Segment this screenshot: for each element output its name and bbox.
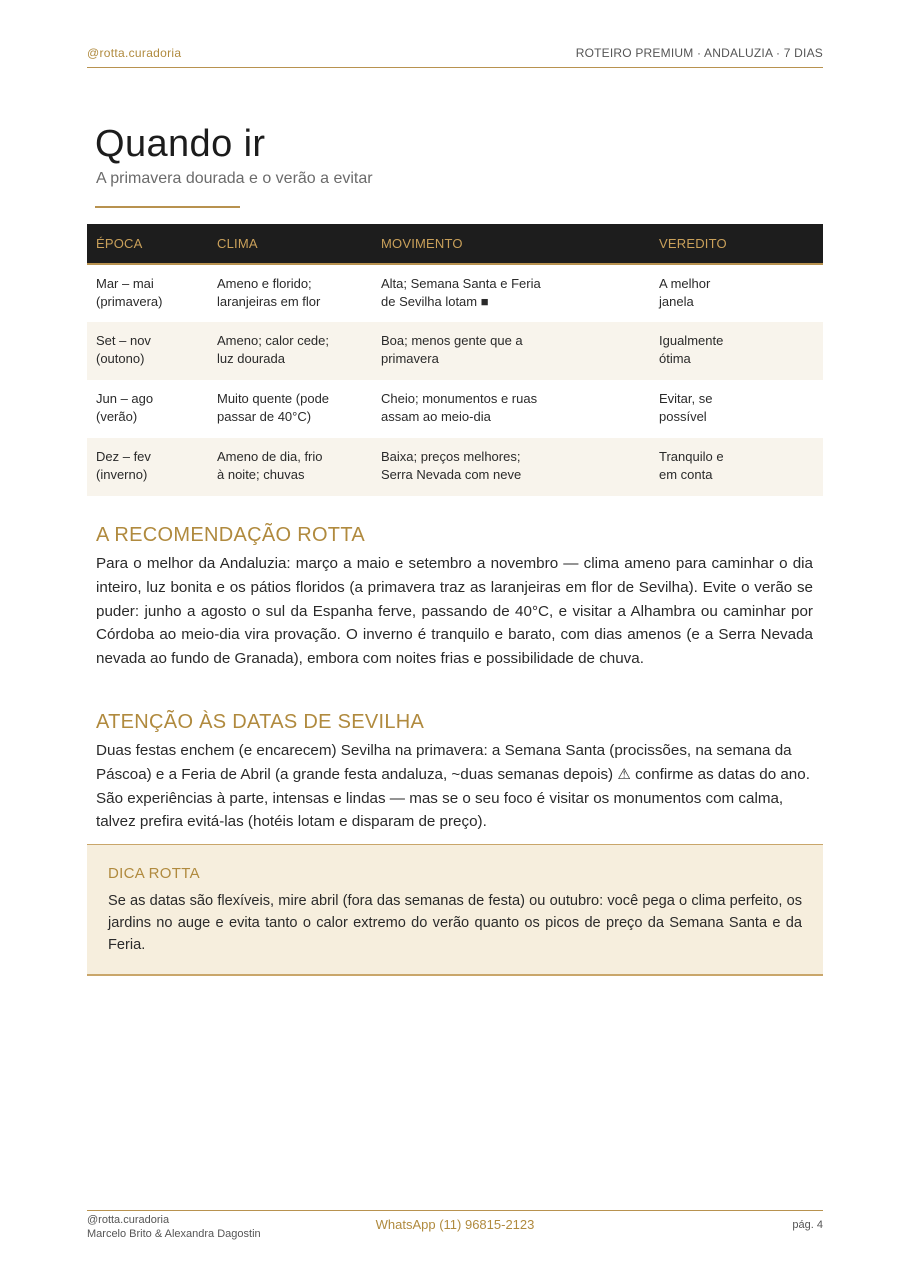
cell-line: Igualmente <box>659 333 724 348</box>
cell-epoca <box>87 438 208 496</box>
attention-text: Duas festas enchem (e encarecem) Sevilha na primavera: a Semana Santa (procissões, na semana da Páscoa) e a Feria de Abril (a grande festa andaluza, ~duas semanas depois) ⚠ confirme as datas do ano. São experiências à parte, intensas e lindas — mas se o seu foco é visitar os monumentos com calma, talvez prefira evitá-las (hotéis lotam e disparam de preço). <box>96 742 810 831</box>
attention-heading: ATENÇÃO ÀS DATAS DE SEVILHA <box>96 711 425 733</box>
cell-line: (outono) <box>96 351 145 366</box>
cell-line: Muito quente (pode <box>217 391 330 406</box>
cell-line: ótima <box>659 351 691 366</box>
table-row <box>87 322 823 380</box>
cell-line: primavera <box>381 351 439 366</box>
title-divider <box>95 206 240 208</box>
cell-line: assam ao meio-dia <box>381 409 491 424</box>
cell-epoca <box>87 380 208 438</box>
cell-line: Alta; Semana Santa e Feria <box>381 276 541 291</box>
tip-box <box>87 844 823 976</box>
cell-line: Evitar, se <box>659 391 713 406</box>
table-header <box>87 224 823 264</box>
cell-line: de Sevilha lotam ■ <box>381 294 489 309</box>
page-header <box>87 44 823 68</box>
header-document-label: ROTEIRO PREMIUM · ANDALUZIA · 7 DIAS <box>575 46 823 60</box>
cell-veredito <box>650 438 823 496</box>
table-row <box>87 380 823 438</box>
cell-veredito <box>650 264 823 322</box>
cell-clima <box>208 322 372 380</box>
tip-text: Se as datas são flexíveis, mire abril (fora das semanas de festa) ou outubro: você pega o clima perfeito, os jardins no auge e evita tanto o calor extremo do verão quanto os picos de preço da Semana Santa e da Feria. <box>108 893 802 953</box>
column-header-movimento: MOVIMENTO <box>372 224 650 264</box>
cell-clima <box>208 264 372 322</box>
table-row <box>87 264 823 322</box>
cell-clima <box>208 380 372 438</box>
column-header-veredito: VEREDITO <box>650 224 823 264</box>
cell-line: (verão) <box>96 409 138 424</box>
cell-line: Serra Nevada com neve <box>381 467 522 482</box>
footer-authors: Marcelo Brito & Alexandra Dagostin <box>87 1228 261 1240</box>
cell-line: (inverno) <box>96 467 148 482</box>
header-brand: @rotta.curadoria <box>87 46 182 60</box>
cell-line: passar de 40°C) <box>217 409 312 424</box>
cell-movimento <box>372 264 650 322</box>
cell-line: Mar – mai <box>96 276 154 291</box>
cell-line: Set – nov <box>96 333 151 348</box>
page-number: pág. 4 <box>792 1219 823 1231</box>
page-footer <box>87 1210 823 1250</box>
cell-movimento <box>372 438 650 496</box>
cell-line: A melhor <box>659 276 711 291</box>
recommendation-heading: A RECOMENDAÇÃO ROTTA <box>96 524 365 546</box>
cell-line: janela <box>659 294 694 309</box>
table-row <box>87 438 823 496</box>
footer-whatsapp-contact: WhatsApp (11) 96815-2123 <box>375 1217 535 1232</box>
cell-line: Dez – fev <box>96 449 151 464</box>
cell-line: Ameno e florido; <box>217 276 312 291</box>
cell-movimento <box>372 380 650 438</box>
tip-title: DICA ROTTA <box>108 865 200 882</box>
cell-movimento <box>372 322 650 380</box>
recommendation-text: Para o melhor da Andaluzia: março a maio e setembro a novembro — clima ameno para caminhar o dia inteiro, luz bonita e os pátios floridos (a primavera traz as laranjeiras em flor de Sevilha). Evite o verão se puder: junho a agosto o sul da Espanha ferve, passando de 40°C, e visitar a Alhambra ou caminhar por Córdoba ao meio-dia vira provação. O inverno é tranquilo e barato, com dias amenos (e a Serra Nevada nevada ao fundo de Granada), embora com noites frias e possibilidade de chuva. <box>96 555 813 668</box>
cell-line: luz dourada <box>217 351 285 366</box>
cell-clima <box>208 438 372 496</box>
column-header-epoca: ÉPOCA <box>87 224 208 264</box>
cell-veredito <box>650 322 823 380</box>
cell-line: (primavera) <box>96 294 163 309</box>
cell-line: Ameno de dia, frio <box>217 449 323 464</box>
column-header-clima: CLIMA <box>208 224 372 264</box>
cell-line: em conta <box>659 467 713 482</box>
cell-epoca <box>87 322 208 380</box>
cell-epoca <box>87 264 208 322</box>
cell-line: Boa; menos gente que a <box>381 333 523 348</box>
cell-line: Cheio; monumentos e ruas <box>381 391 538 406</box>
footer-brand: @rotta.curadoria <box>87 1214 170 1226</box>
season-table <box>87 224 823 496</box>
table-header-row <box>87 224 823 264</box>
cell-line: Ameno; calor cede; <box>217 333 330 348</box>
cell-line: à noite; chuvas <box>217 467 305 482</box>
cell-line: Jun – ago <box>96 391 154 406</box>
cell-line: possível <box>659 409 707 424</box>
page-title: Quando ir <box>95 123 266 165</box>
cell-veredito <box>650 380 823 438</box>
cell-line: Tranquilo e <box>659 449 724 464</box>
cell-line: Baixa; preços melhores; <box>381 449 521 464</box>
cell-line: laranjeiras em flor <box>217 294 321 309</box>
page-subtitle: A primavera dourada e o verão a evitar <box>96 170 373 187</box>
